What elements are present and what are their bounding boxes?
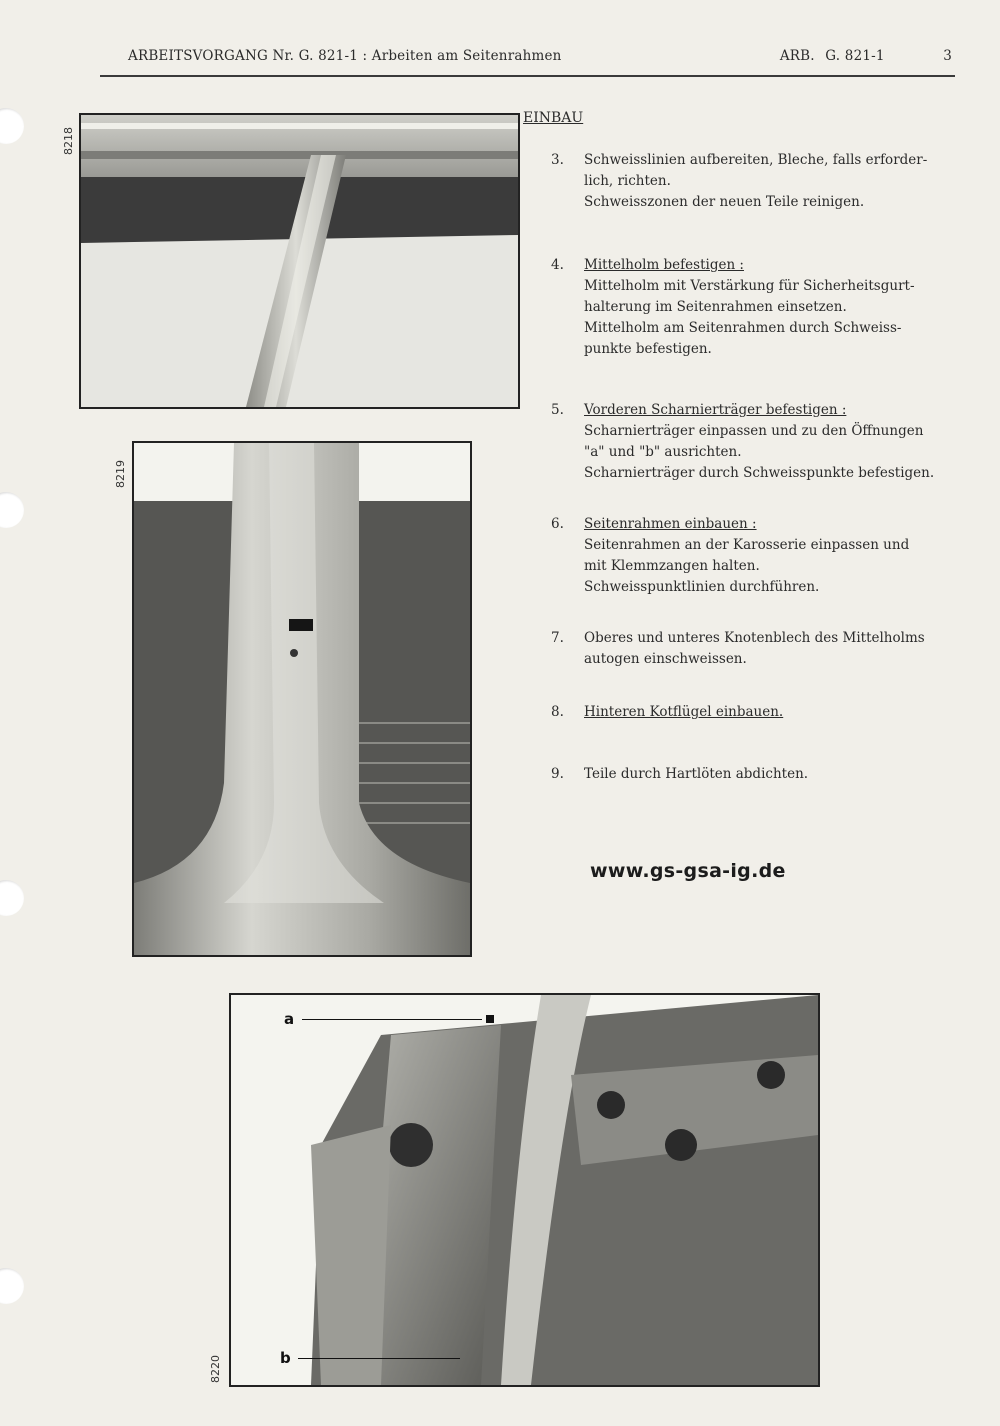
header-ref-code: G. 821-1 <box>825 48 885 64</box>
step-line: punkte befestigen. <box>584 341 712 357</box>
step-line: Seitenrahmen an der Karosserie einpassen und <box>584 537 910 553</box>
photo-8219 <box>132 441 472 957</box>
step-line: Scharnierträger durch Schweisspunkte befestigen. <box>584 465 935 481</box>
step-title: Vorderen Scharnierträger befestigen : <box>584 402 847 418</box>
step-number: 6. <box>551 516 564 532</box>
step-line: mit Klemmzangen halten. <box>584 558 760 574</box>
step-number: 3. <box>551 152 564 168</box>
callout-b-arrow <box>298 1358 460 1359</box>
header-reference <box>774 48 952 64</box>
section-title: EINBAU <box>523 110 584 126</box>
page-header <box>128 48 952 70</box>
header-ref-prefix: ARB. <box>779 48 815 64</box>
step-title: Seitenrahmen einbauen : <box>584 516 757 532</box>
step-line: Teile durch Hartlöten abdichten. <box>584 766 809 782</box>
step-line: Schweisszonen der neuen Teile reinigen. <box>584 194 865 210</box>
callout-a-arrow <box>302 1019 482 1020</box>
step-line: halterung im Seitenrahmen einsetzen. <box>584 299 847 315</box>
step-title: Hinteren Kotflügel einbauen. <box>584 704 784 720</box>
photo-8218 <box>79 113 520 409</box>
punch-hole <box>0 492 24 528</box>
step-line: Schweisspunktlinien durchführen. <box>584 579 820 595</box>
step-number: 4. <box>551 257 564 273</box>
step-line: Mittelholm am Seitenrahmen durch Schweiss- <box>584 320 902 336</box>
step-line: Mittelholm mit Verstärkung für Sicherheitsgurt- <box>584 278 915 294</box>
punch-hole <box>0 1268 24 1304</box>
step-line: Oberes und unteres Knotenblech des Mittelholms <box>584 630 925 646</box>
step-line: autogen einschweissen. <box>584 651 747 667</box>
punch-hole <box>0 108 24 144</box>
step-number: 8. <box>551 704 564 720</box>
header-title: ARBEITSVORGANG Nr. G. 821-1 : Arbeiten am Seitenrahmen <box>128 48 562 64</box>
step-line: Scharnierträger einpassen und zu den Öffnungen <box>584 423 924 439</box>
step-number: 5. <box>551 402 564 418</box>
step-line: Schweisslinien aufbereiten, Bleche, falls erforder- <box>584 152 928 168</box>
step-title: Mittelholm befestigen : <box>584 257 744 273</box>
callout-a-label: a <box>284 1010 295 1028</box>
step-line: "a" und "b" ausrichten. <box>584 444 742 460</box>
step-line: lich, richten. <box>584 173 671 189</box>
photo-number: 8218 <box>62 127 75 155</box>
callout-b-label: b <box>280 1349 291 1367</box>
step-number: 7. <box>551 630 564 646</box>
photo-8220 <box>229 993 820 1387</box>
header-rule <box>100 75 955 77</box>
photo-number: 8220 <box>209 1355 222 1383</box>
photo-number: 8219 <box>114 460 127 488</box>
page-number: 3 <box>943 48 952 64</box>
punch-hole <box>0 880 24 916</box>
website-watermark: www.gs-gsa-ig.de <box>590 860 786 882</box>
step-number: 9. <box>551 766 564 782</box>
